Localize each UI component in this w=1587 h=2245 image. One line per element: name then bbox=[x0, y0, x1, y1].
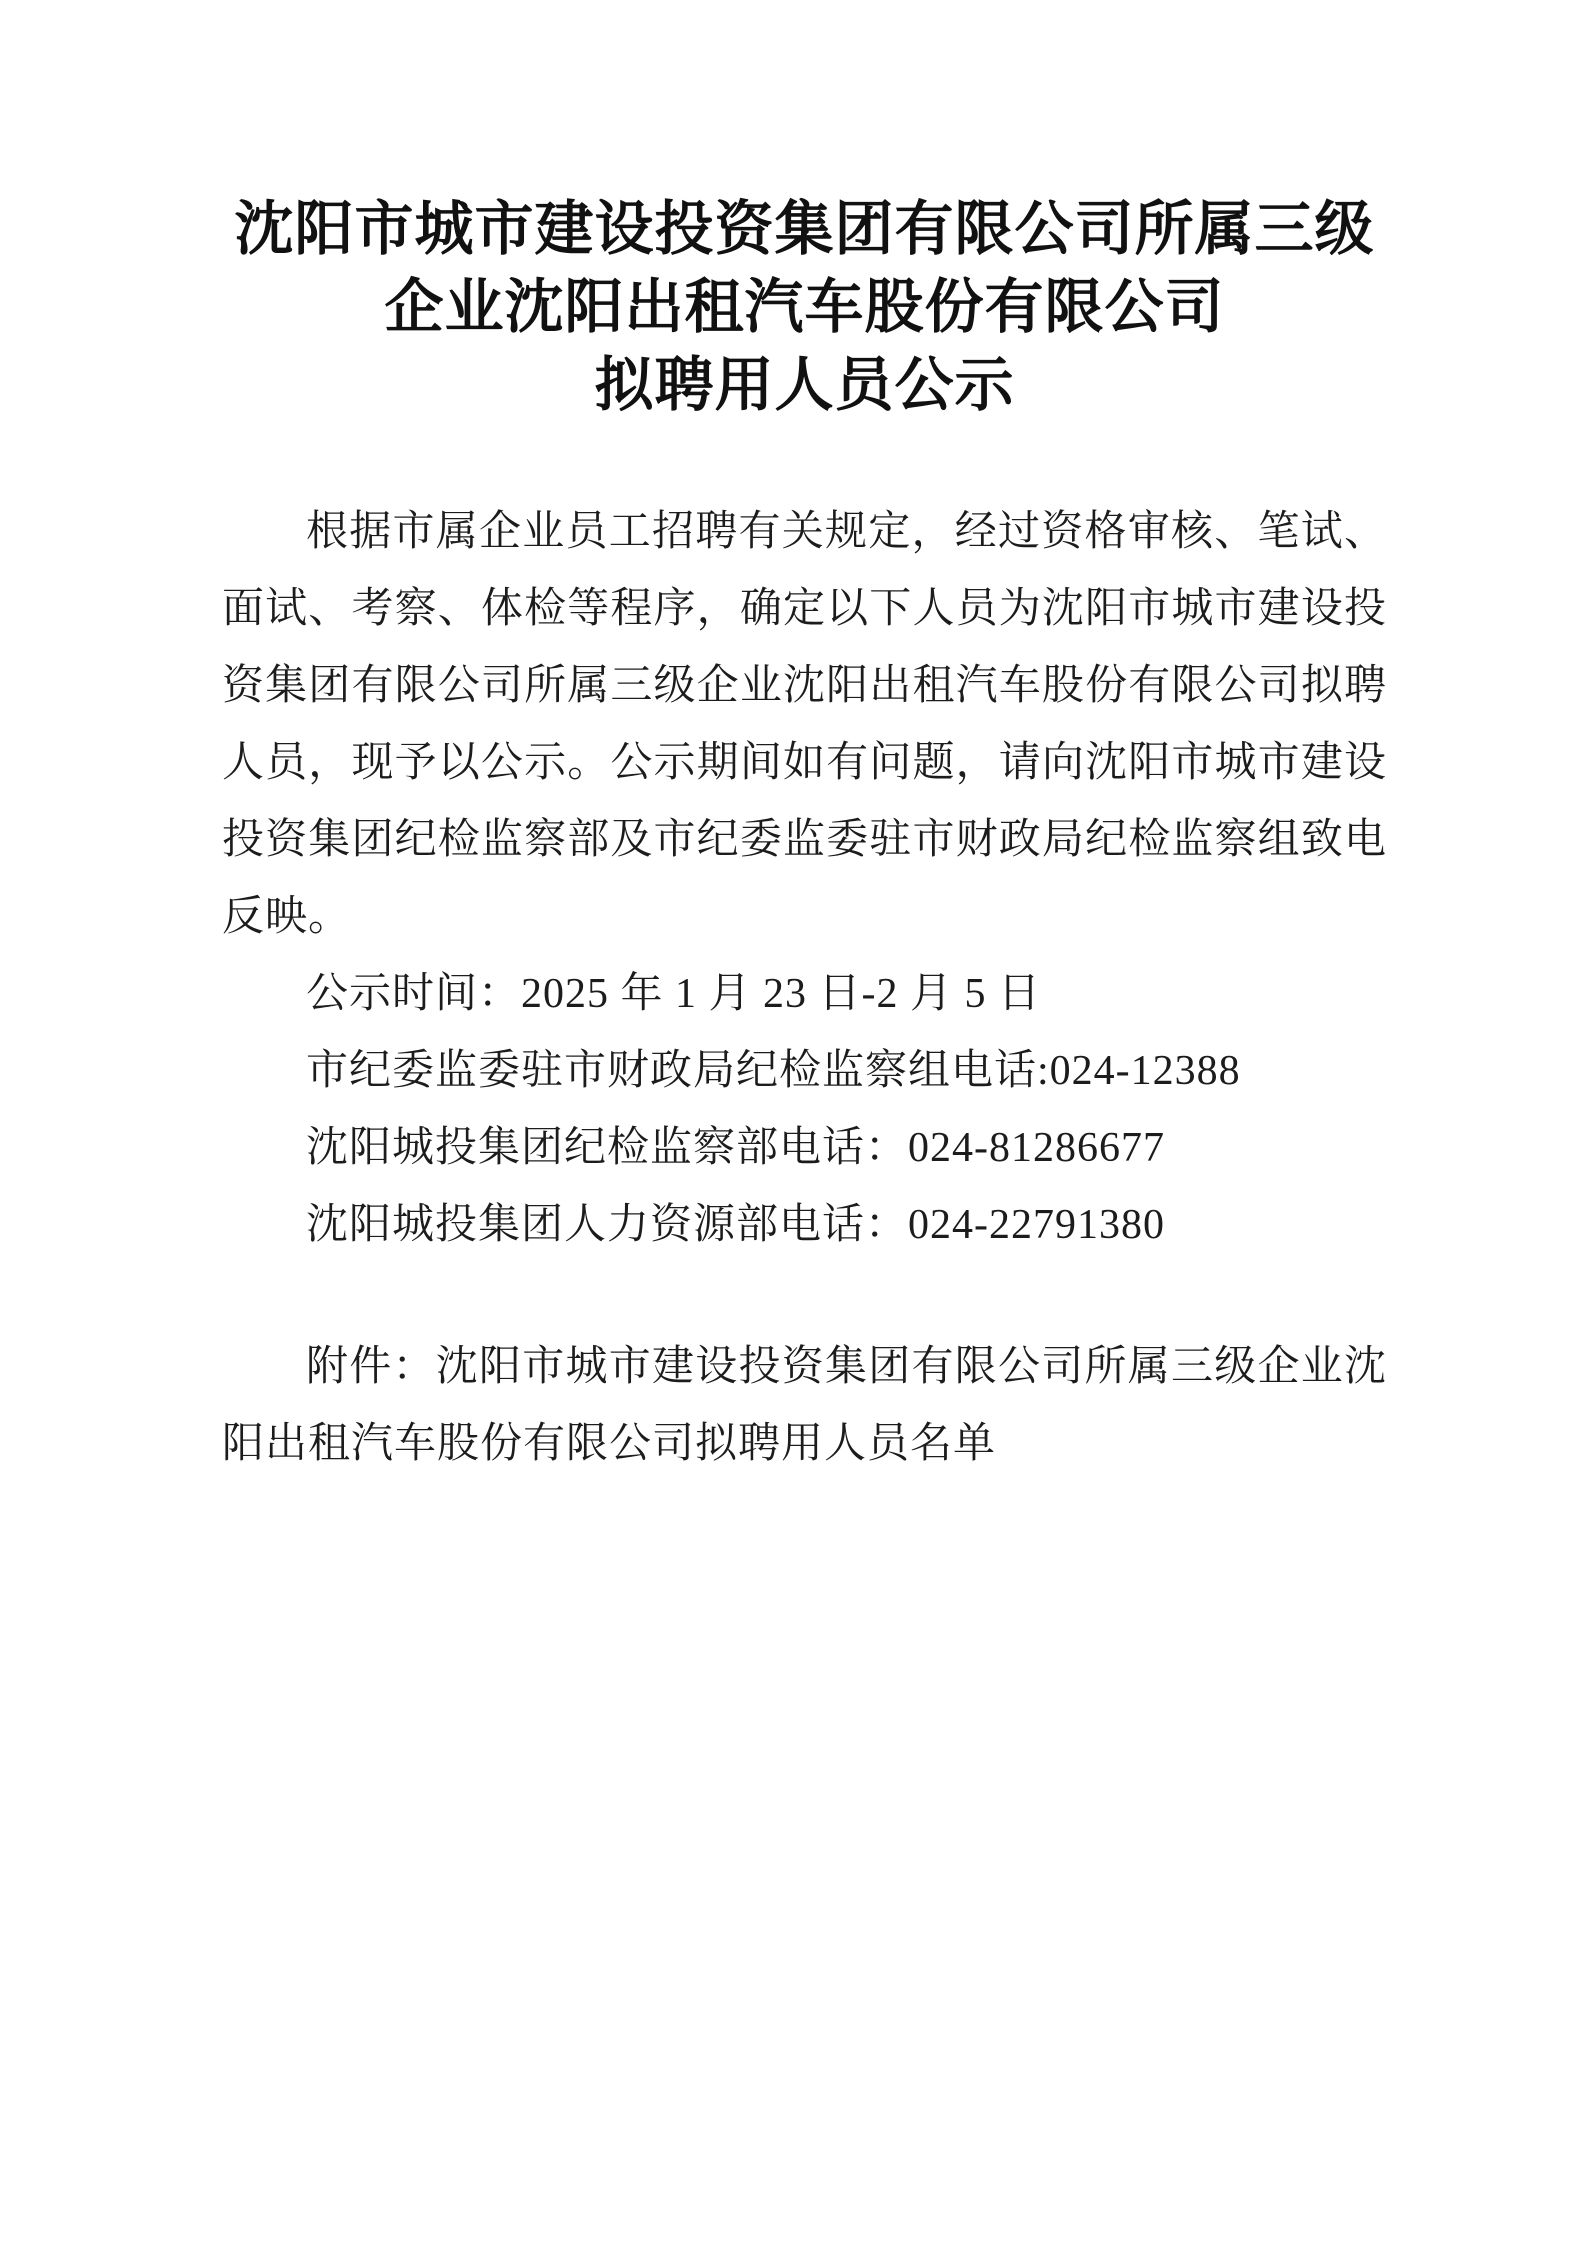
publicity-time-line: 公示时间：2025 年 1 月 23 日-2 月 5 日 bbox=[306, 971, 1041, 1017]
document-title-line-2: 企业沈阳出租汽车股份有限公司 bbox=[384, 274, 1225, 340]
attachment-line: 附件：沈阳市城市建设投资集团有限公司所属三级企业沈阳出租汽车股份有限公司拟聘用人员名单 bbox=[222, 1344, 1387, 1467]
document-title-line-3: 拟聘用人员公示 bbox=[594, 352, 1015, 418]
phone-line-group-hr-dept: 沈阳城投集团人力资源部电话：024-22791380 bbox=[306, 1202, 1165, 1248]
document-title bbox=[222, 190, 1387, 424]
document-title-line-1: 沈阳市城市建设投资集团有限公司所属三级 bbox=[234, 196, 1375, 262]
phone-line-group-discipline-inspection-dept: 沈阳城投集团纪检监察部电话：024-81286677 bbox=[306, 1125, 1165, 1171]
phone-line-finance-bureau-inspection-group: 市纪委监委驻市财政局纪检监察组电话:024-12388 bbox=[306, 1048, 1241, 1094]
body-paragraph: 根据市属企业员工招聘有关规定，经过资格审核、笔试、面试、考察、体检等程序，确定以下人员为沈阳市城市建设投资集团有限公司所属三级企业沈阳出租汽车股份有限公司拟聘人员，现予以公示。公示期间如有问题，请向沈阳市城市建设投资集团纪检监察部及市纪委监委驻市财政局纪检监察组致电反映。 bbox=[222, 509, 1387, 940]
